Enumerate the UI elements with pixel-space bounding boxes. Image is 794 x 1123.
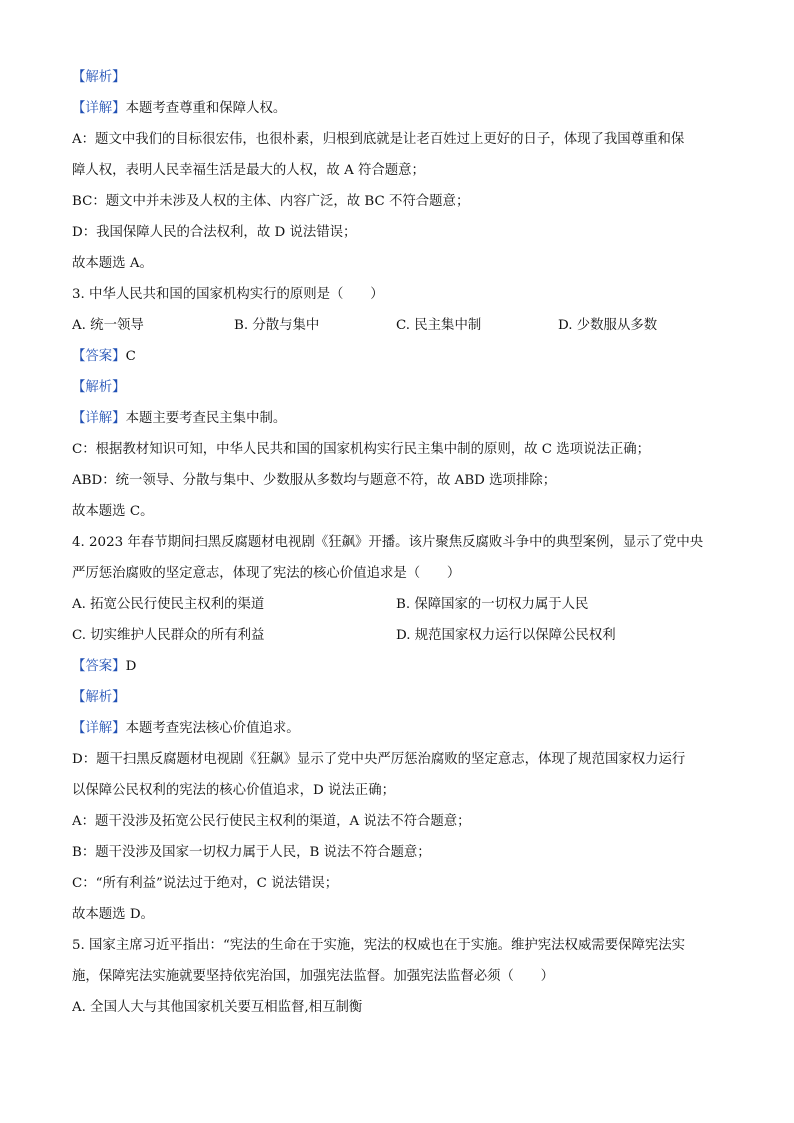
conclusion-line: 故本题选 D。 bbox=[72, 907, 154, 922]
explanation-line-b: B：题干没涉及国家一切权力属于人民，B 说法不符合题意； bbox=[72, 845, 431, 860]
question-4-options-row-2 bbox=[72, 620, 732, 651]
explanation-line-d-continued: 以保障公民权利的宪法的核心价值追求，D 说法正确； bbox=[72, 783, 395, 798]
conclusion-line: 故本题选 C。 bbox=[72, 504, 154, 519]
answer-value: D bbox=[125, 659, 137, 674]
explanation-line-a: A：题文中我们的目标很宏伟，也很朴素，归根到底就是让老百姓过上更好的日子，体现了我国尊重和保 bbox=[72, 132, 685, 147]
explanation-line-bc: BC：题文中并未涉及人权的主体、内容广泛，故 BC 不符合题意； bbox=[72, 194, 470, 209]
analysis-tag: 【解析】 bbox=[72, 690, 126, 705]
explanation-line-a: A：题干没涉及拓宽公民行使民主权利的渠道，A 说法不符合题意； bbox=[72, 814, 471, 829]
question-5-stem-line-2: 施，保障宪法实施就要坚持依宪治国，加强宪法监督。加强宪法监督必须（ ） bbox=[72, 969, 555, 984]
detail-tag: 【详解】 bbox=[72, 101, 126, 116]
question-3-stem: 3. 中华人民共和国的国家机构实行的原则是（ ） bbox=[72, 287, 384, 302]
question-4-options-row-1 bbox=[72, 589, 732, 620]
explanation-line-a-continued: 障人权，表明人民幸福生活是最大的人权，故 A 符合题意； bbox=[72, 163, 425, 178]
answer-line bbox=[72, 341, 732, 372]
analysis-tag: 【解析】 bbox=[72, 70, 126, 85]
explanation-line-c: C：“所有利益”说法过于绝对，C 说法错误； bbox=[72, 876, 339, 891]
question-4-stem-line-2: 严厉惩治腐败的坚定意志，体现了宪法的核心价值追求是（ ） bbox=[72, 566, 461, 581]
question-5-stem-line-1: 5. 国家主席习近平指出：“宪法的生命在于实施，宪法的权威也在于实施。维护宪法权威需要保障宪法实 bbox=[72, 938, 686, 953]
detail-text: 本题考查尊重和保障人权。 bbox=[125, 101, 287, 116]
answer-tag: 【答案】 bbox=[72, 349, 126, 364]
question-3-options bbox=[72, 310, 732, 341]
detail-text: 本题考查宪法核心价值追求。 bbox=[125, 721, 300, 736]
question-4-stem-line-1: 4. 2023 年春节期间扫黑反腐题材电视剧《狂飙》开播。该片聚焦反腐败斗争中的典型案例，显示了党中央 bbox=[72, 535, 704, 550]
option-a: A. 拓宽公民行使民主权利的渠道 bbox=[72, 597, 265, 612]
explanation-line-d: D：题干扫黑反腐题材电视剧《狂飙》显示了党中央严厉惩治腐败的坚定意志，体现了规范国家权力运行 bbox=[72, 752, 686, 767]
explanation-line-abd: ABD：统一领导、分散与集中、少数服从多数均与题意不符，故 ABD 选项排除； bbox=[72, 473, 557, 488]
option-b: B. 保障国家的一切权力属于人民 bbox=[396, 597, 589, 612]
detail-tag: 【详解】 bbox=[72, 411, 126, 426]
detail-line bbox=[72, 403, 732, 434]
analysis-tag: 【解析】 bbox=[72, 380, 126, 395]
answer-value: C bbox=[125, 349, 136, 364]
option-b: B. 分散与集中 bbox=[234, 318, 320, 333]
detail-text: 本题主要考查民主集中制。 bbox=[125, 411, 287, 426]
option-c: C. 切实维护人民群众的所有利益 bbox=[72, 628, 265, 643]
option-d: D. 少数服从多数 bbox=[558, 318, 658, 333]
option-c: C. 民主集中制 bbox=[396, 318, 482, 333]
detail-tag: 【详解】 bbox=[72, 721, 126, 736]
option-d: D. 规范国家权力运行以保障公民权利 bbox=[396, 628, 616, 643]
answer-tag: 【答案】 bbox=[72, 659, 126, 674]
page-content bbox=[72, 62, 732, 1023]
detail-line bbox=[72, 93, 732, 124]
explanation-line-d: D：我国保障人民的合法权利，故 D 说法错误； bbox=[72, 225, 357, 240]
answer-line bbox=[72, 651, 732, 682]
explanation-line-c: C：根据教材知识可知，中华人民共和国的国家机构实行民主集中制的原则，故 C 选项说法正确； bbox=[72, 442, 651, 457]
option-a: A. 统一领导 bbox=[72, 318, 144, 333]
detail-line bbox=[72, 713, 732, 744]
conclusion-line: 故本题选 A。 bbox=[72, 256, 153, 271]
option-a: A. 全国人大与其他国家机关要互相监督,相互制衡 bbox=[72, 1000, 363, 1015]
